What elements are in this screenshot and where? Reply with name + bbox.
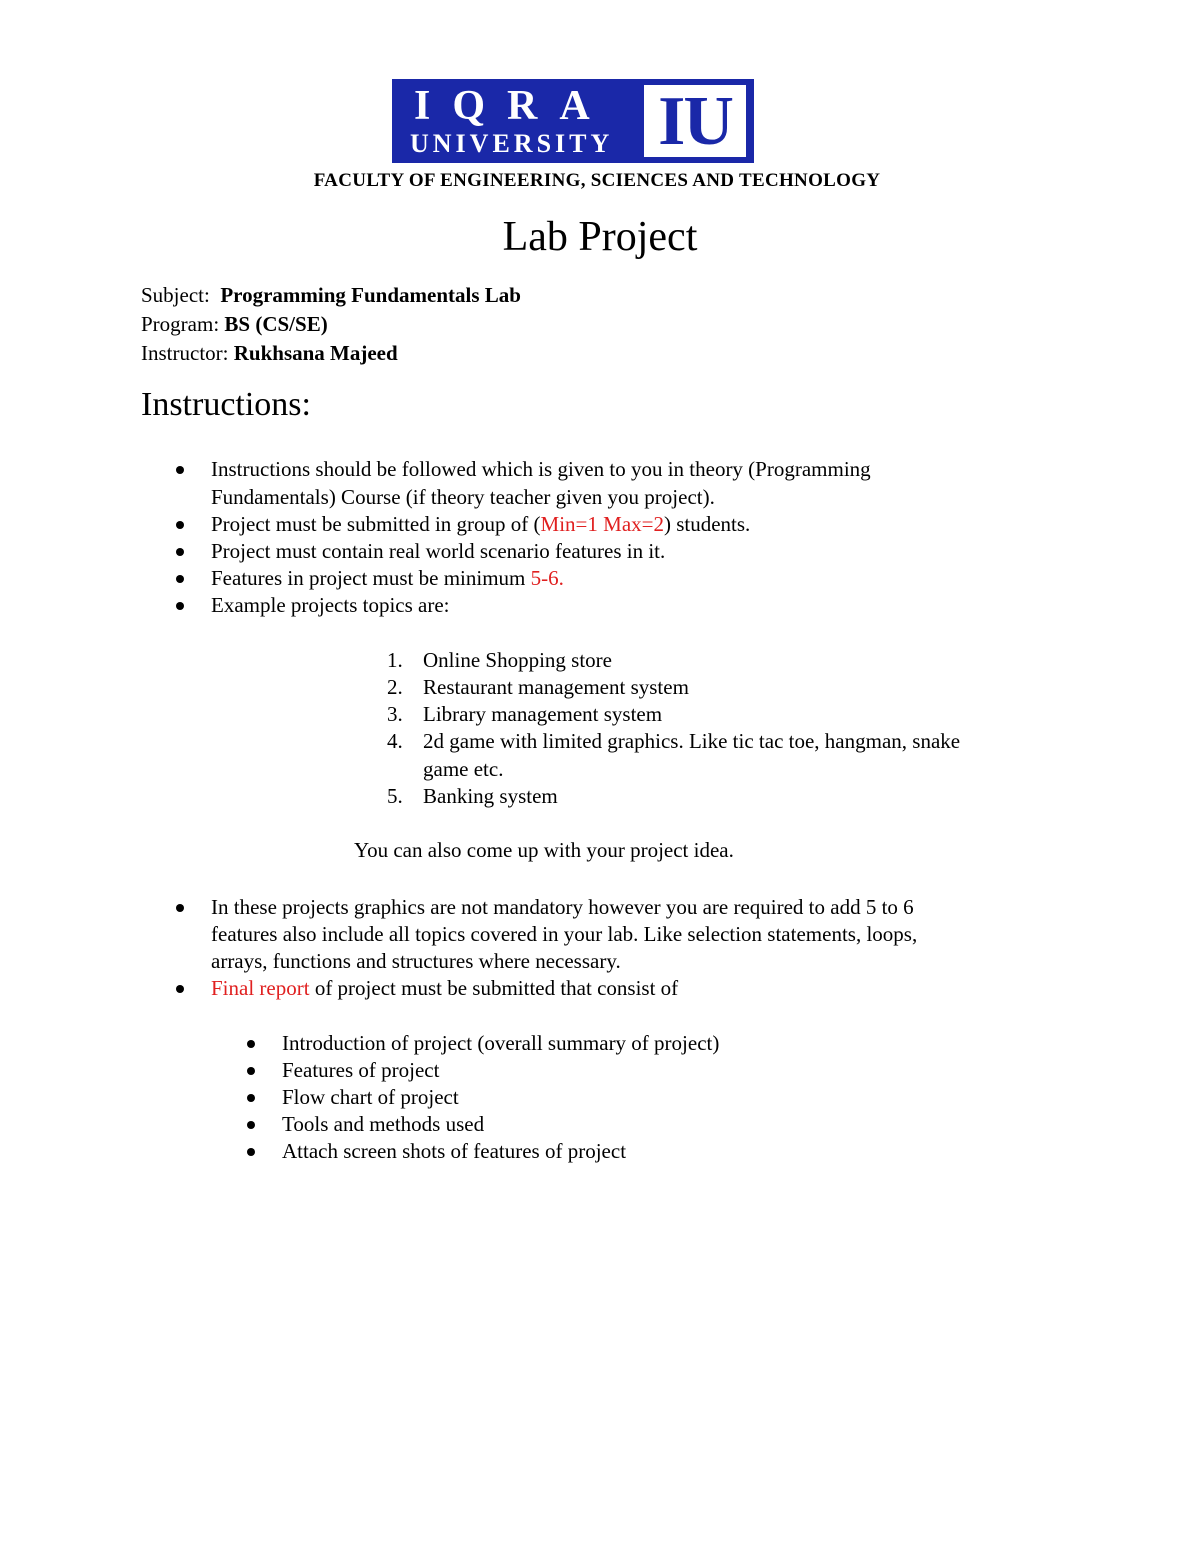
report-item-1: Introduction of project (overall summary of project) — [282, 1031, 720, 1055]
bullet-icon — [247, 1067, 255, 1075]
bullet-item-6-line-3: arrays, functions and structures where necessary. — [211, 949, 621, 973]
bullet-icon — [176, 985, 184, 993]
faculty-heading: FACULTY OF ENGINEERING, SCIENCES AND TECHNOLOGY — [313, 170, 881, 191]
bullet-icon — [176, 521, 184, 529]
university-logo — [392, 79, 754, 163]
bullet-item-6-line-1: In these projects graphics are not mandatory however you are required to add 5 to 6 — [211, 895, 914, 919]
bullet-item-4 — [211, 565, 564, 592]
feature-count-highlight: 5-6. — [530, 566, 564, 590]
report-item-2: Features of project — [282, 1058, 440, 1082]
bullet-icon — [176, 548, 184, 556]
bullet-icon — [247, 1148, 255, 1156]
final-report-highlight: Final report — [211, 976, 310, 1000]
bullet-item-6-line-2: features also include all topics covered in your lab. Like selection statements, loops, — [211, 922, 918, 946]
bullet-icon — [247, 1094, 255, 1102]
instructor-line — [141, 341, 398, 366]
bullet-icon — [247, 1121, 255, 1129]
example-item-1: Online Shopping store — [423, 648, 612, 672]
instructor-value: Rukhsana Majeed — [233, 341, 398, 365]
report-item-4: Tools and methods used — [282, 1112, 485, 1136]
logo-text-iqra: IQRA — [414, 83, 612, 129]
bullet-item-2-text: Project must be submitted in group of ( — [211, 512, 541, 536]
bullet-item-2 — [211, 511, 750, 538]
example-number: 3. — [387, 702, 403, 726]
bullet-item-5: Example projects topics are: — [211, 593, 450, 617]
example-item-4-line-1: 2d game with limited graphics. Like tic tac toe, hangman, snake — [423, 729, 961, 753]
example-item-4-line-2: game etc. — [423, 757, 504, 781]
page-title: Lab Project — [502, 214, 698, 260]
report-item-5: Attach screen shots of features of project — [282, 1139, 627, 1163]
subject-line — [141, 283, 521, 308]
example-item-5: Banking system — [423, 784, 558, 808]
bullet-icon — [176, 904, 184, 912]
example-number: 2. — [387, 675, 403, 699]
logo-mark-iu: IU — [658, 83, 732, 160]
bullet-icon — [247, 1040, 255, 1048]
bullet-icon — [176, 602, 184, 610]
report-item-3: Flow chart of project — [282, 1085, 459, 1109]
example-item-3: Library management system — [423, 702, 663, 726]
logo-mark-box — [644, 83, 746, 160]
instructions-heading: Instructions: — [141, 386, 311, 423]
example-number: 5. — [387, 784, 403, 808]
bullet-item-3: Project must contain real world scenario features in it. — [211, 539, 666, 563]
program-value: BS (CS/SE) — [224, 312, 328, 336]
bullet-item-7-text: of project must be submitted that consist of — [309, 976, 679, 1000]
subject-label: Subject: — [141, 283, 210, 307]
own-idea-note: You can also come up with your project idea. — [354, 838, 734, 862]
instructor-label: Instructor: — [141, 341, 229, 365]
bullet-item-4-text: Features in project must be minimum — [211, 566, 531, 590]
bullet-icon — [176, 575, 184, 583]
bullet-item-2-end: ) students. — [663, 512, 751, 536]
example-number: 4. — [387, 729, 403, 753]
subject-value: Programming Fundamentals Lab — [220, 283, 521, 307]
example-number: 1. — [387, 648, 403, 672]
example-item-2: Restaurant management system — [423, 675, 689, 699]
bullet-item-1-line-1: Instructions should be followed which is given to you in theory (Programming — [211, 457, 871, 481]
bullet-icon — [176, 466, 184, 474]
group-size-highlight: Min=1 Max=2 — [540, 512, 664, 536]
bullet-item-1-line-2: Fundamentals) Course (if theory teacher given you project). — [211, 485, 715, 509]
bullet-item-7 — [211, 975, 678, 1002]
logo-text-university: UNIVERSITY — [410, 129, 614, 158]
program-line — [141, 312, 328, 337]
program-label: Program: — [141, 312, 220, 336]
